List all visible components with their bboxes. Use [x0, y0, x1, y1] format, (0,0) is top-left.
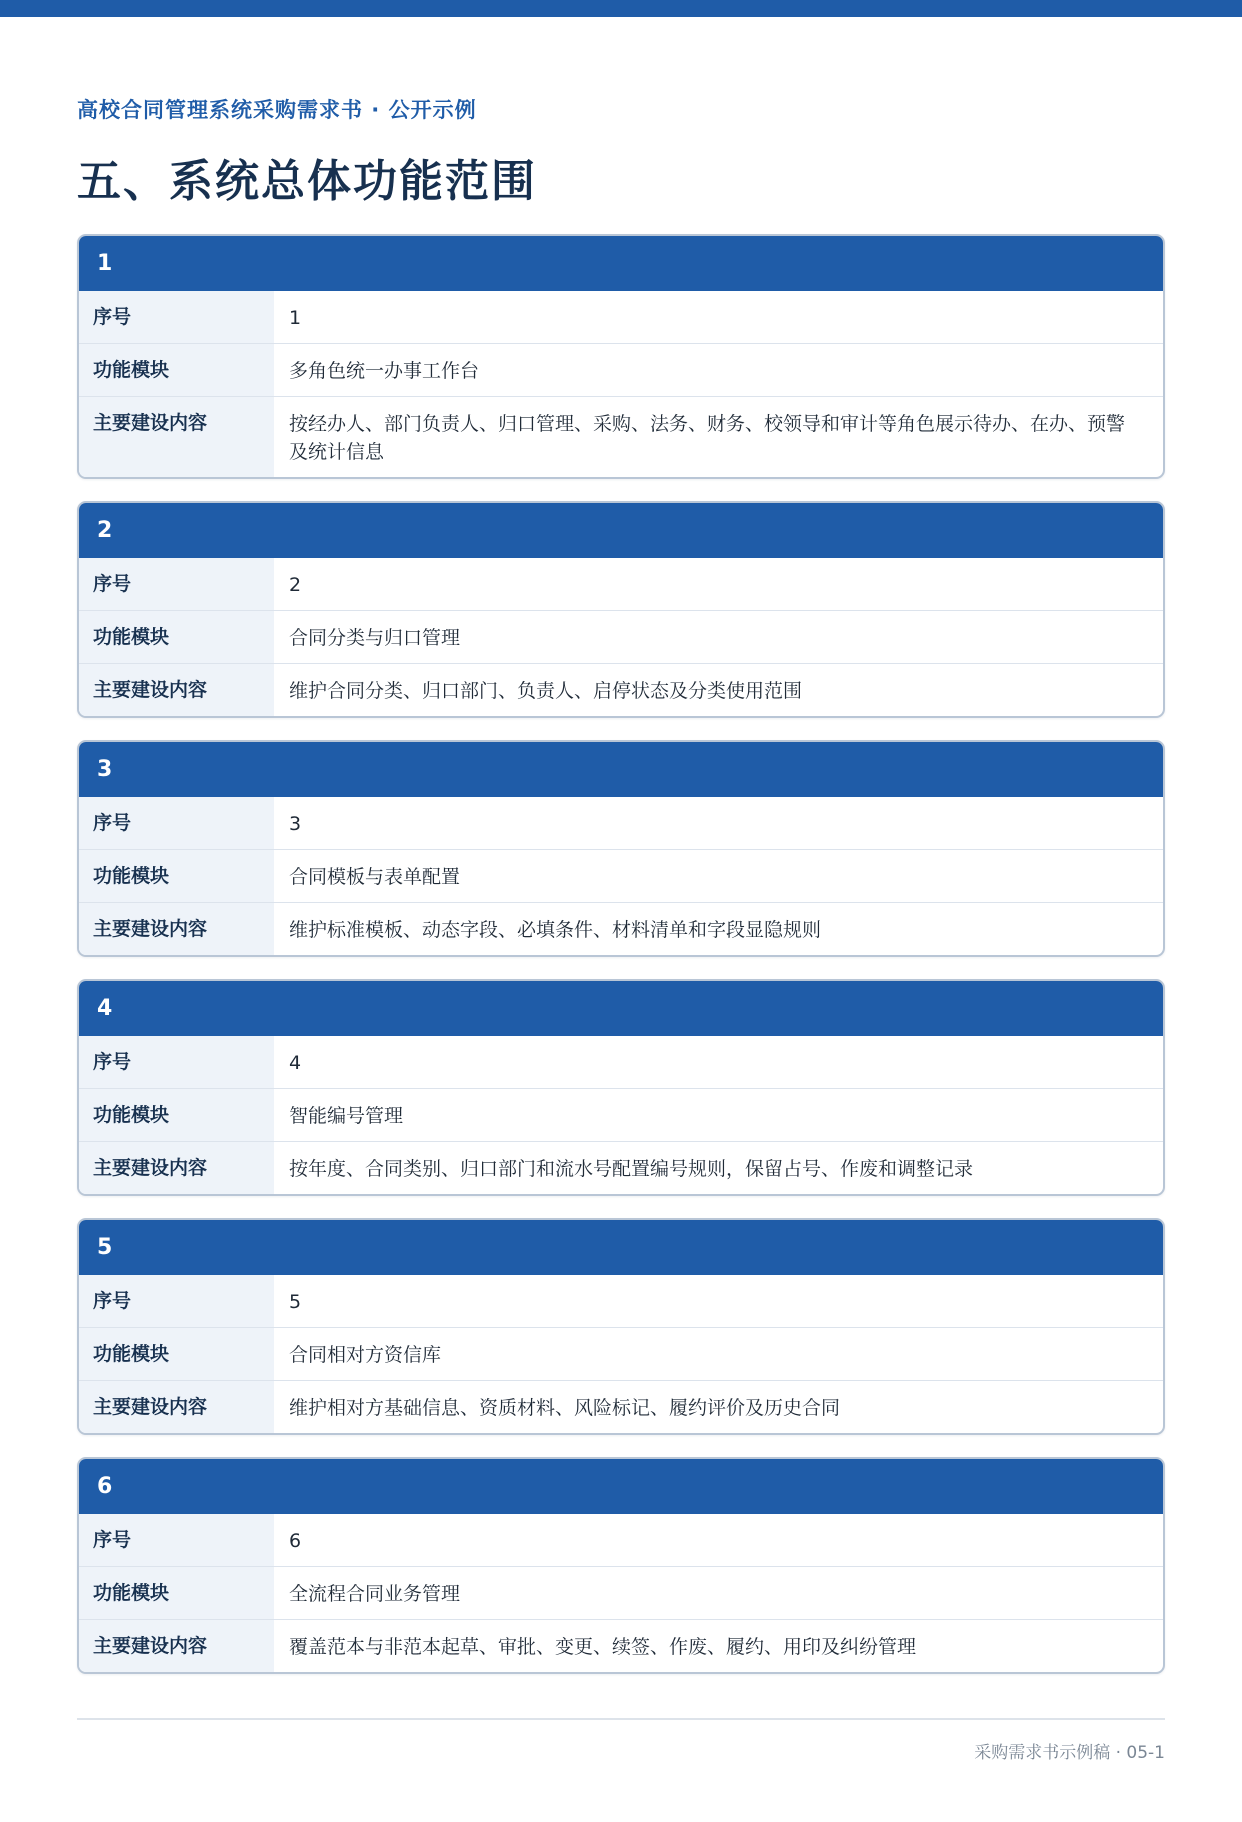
seq-value: 1 [289, 307, 302, 329]
content-label: 主要建设内容 [79, 397, 274, 477]
module-value: 合同相对方资信库 [289, 1344, 442, 1366]
table-row [79, 1036, 1163, 1088]
card-number: 5 [79, 1220, 1163, 1275]
content-value: 维护相对方基础信息、资质材料、风险标记、履约评价及历史合同 [289, 1397, 841, 1419]
content-value: 维护合同分类、归口部门、负责人、启停状态及分类使用范围 [289, 680, 803, 702]
footer-page-label: 采购需求书示例稿 · 05-1 [974, 1743, 1165, 1763]
top-accent-bar [0, 0, 1242, 17]
function-card [77, 501, 1165, 718]
module-value: 合同模板与表单配置 [289, 866, 461, 888]
content-value: 维护标准模板、动态字段、必填条件、材料清单和字段显隐规则 [289, 919, 822, 941]
module-value: 多角色统一办事工作台 [289, 360, 480, 382]
module-value: 智能编号管理 [289, 1105, 404, 1127]
table-row [79, 1088, 1163, 1141]
function-card [77, 1457, 1165, 1674]
module-label: 功能模块 [79, 1089, 274, 1141]
module-label: 功能模块 [79, 1328, 274, 1380]
table-row [79, 849, 1163, 902]
page-title: 五、系统总体功能范围 [77, 156, 537, 207]
content-value: 按经办人、部门负责人、归口管理、采购、法务、财务、校领导和审计等角色展示待办、在办、预警及统计信息 [289, 413, 1126, 463]
table-row [79, 1275, 1163, 1327]
content-label: 主要建设内容 [79, 1381, 274, 1433]
document-kicker: 高校合同管理系统采购需求书 · 公开示例 [77, 98, 477, 122]
seq-value: 4 [289, 1052, 302, 1074]
module-value: 合同分类与归口管理 [289, 627, 461, 649]
table-row [79, 558, 1163, 610]
seq-label: 序号 [79, 797, 274, 849]
table-row [79, 1514, 1163, 1566]
card-number: 3 [79, 742, 1163, 797]
seq-label: 序号 [79, 1275, 274, 1327]
module-label: 功能模块 [79, 1567, 274, 1619]
table-row [79, 1380, 1163, 1433]
seq-value: 5 [289, 1291, 302, 1313]
seq-label: 序号 [79, 291, 274, 343]
table-row [79, 663, 1163, 716]
table-row [79, 797, 1163, 849]
module-value: 全流程合同业务管理 [289, 1583, 461, 1605]
content-value: 覆盖范本与非范本起草、审批、变更、续签、作废、履约、用印及纠纷管理 [289, 1636, 917, 1658]
table-row [79, 610, 1163, 663]
content-label: 主要建设内容 [79, 903, 274, 955]
seq-value: 2 [289, 574, 302, 596]
function-card [77, 1218, 1165, 1435]
card-number: 2 [79, 503, 1163, 558]
function-card [77, 979, 1165, 1196]
table-row [79, 1327, 1163, 1380]
seq-value: 3 [289, 813, 302, 835]
content-value: 按年度、合同类别、归口部门和流水号配置编号规则，保留占号、作废和调整记录 [289, 1158, 974, 1180]
table-row [79, 1619, 1163, 1672]
content-label: 主要建设内容 [79, 1142, 274, 1194]
module-label: 功能模块 [79, 344, 274, 396]
function-card [77, 740, 1165, 957]
seq-label: 序号 [79, 1036, 274, 1088]
table-row [79, 902, 1163, 955]
card-number: 4 [79, 981, 1163, 1036]
table-row [79, 1566, 1163, 1619]
card-number: 6 [79, 1459, 1163, 1514]
function-card [77, 234, 1165, 479]
module-label: 功能模块 [79, 850, 274, 902]
table-row [79, 291, 1163, 343]
function-scope-list [77, 234, 1165, 1696]
content-label: 主要建设内容 [79, 664, 274, 716]
table-row [79, 1141, 1163, 1194]
card-number: 1 [79, 236, 1163, 291]
seq-value: 6 [289, 1530, 302, 1552]
footer-divider [77, 1718, 1165, 1720]
seq-label: 序号 [79, 1514, 274, 1566]
module-label: 功能模块 [79, 611, 274, 663]
table-row [79, 343, 1163, 396]
content-label: 主要建设内容 [79, 1620, 274, 1672]
table-row [79, 396, 1163, 477]
seq-label: 序号 [79, 558, 274, 610]
